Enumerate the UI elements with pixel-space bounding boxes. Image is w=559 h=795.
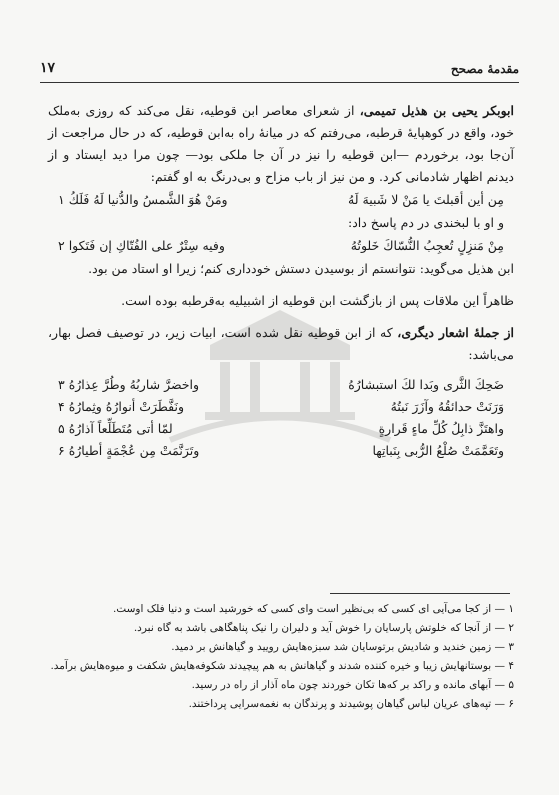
paragraph-1-lead: ابوبکر یحیی بن هذیل تمیمی، xyxy=(359,103,514,118)
page-number: ۱۷ xyxy=(40,60,56,76)
verse-2 xyxy=(48,234,514,258)
footnote: ۱ — از کجا می‌آیی ای کسی که بی‌نظیر است وای کسی که خورشید است و دنیا فلک اوست. xyxy=(112,603,514,615)
verse-2-hemistich-left: وفيه سِتْرٌ على الفُتّاكِ إن فَتَكوا ۲ xyxy=(58,238,225,253)
page-header xyxy=(40,62,519,83)
poem-hemistich-right: ضَحِكَ الثَّرى وبَدا لكَ استبشارُهُ xyxy=(348,377,504,392)
paragraph-4-lead: از جملهٔ اشعار دیگری، xyxy=(397,325,514,340)
paragraph-4-rest: که از ابن قوطیه نقل شده است، ابیات زیر، در توصیف فصل بهار، می‌باشد: xyxy=(48,325,514,362)
poem-hemistich-left: وتَرَنَّمَتْ مِن عُجْمَةٍ أطيارُهُ ۶ xyxy=(58,443,200,458)
footnote: ۳ — زمین خندید و شادیش برتوسایان شد سبزه‌هایش رویید و گیاهانش بر دمید. xyxy=(171,641,514,653)
verse-intro: و او با لبخندی در دم پاسخ داد: xyxy=(348,215,504,230)
paragraph-1-rest: از شعرای معاصر ابن قوطیه، نقل می‌کند که روزی به‌ملک خود، واقع در کوهپایهٔ قرطبه، می‌رفتم که در میانهٔ راه به‌ابن قوطیه، که در حال مراجعت از آن‌جا بود، برخوردم —ابن قوطیه را نیز در آن جا ملکی بود— چون مرا دید ایستاد و از دیدنم اظهار شادمانی کرد. و من نیز از باب مزاح و بی‌درنگ به او گفتم: xyxy=(48,103,514,184)
paragraph-4 xyxy=(48,322,514,366)
paragraph-3: ظاهراً این ملاقات پس از بازگشت ابن قوطیه از اشبیلیه به‌قرطبه بوده است. xyxy=(121,293,514,308)
verse-1-hemistich-left: ومَنْ هُوَ الشَّمسُ والدُّنيا لَهُ فَلَكُ ۱ xyxy=(58,192,228,207)
footnotes xyxy=(48,600,514,714)
verse-1-hemistich-right: مِن أين أقبلتَ يا مَنْ لا شَبيهَ لَهُ xyxy=(348,192,504,207)
footnote: ۴ — بوستانهایش زیبا و خیره کننده شدند و گیاهانش به هم پیچیدند شکوفه‌هایش شکفت و میوه‌هایش برآمد. xyxy=(50,660,514,672)
poem-hemistich-right: وَرَنَتْ حدائقُهُ وآزَرَ نَبتُهُ xyxy=(390,399,504,414)
footnote-divider xyxy=(330,593,510,594)
verse-1 xyxy=(48,188,514,212)
poem-hemistich-left: لمّا أتى مُتَطَلِّعاً آذارُهُ ۵ xyxy=(58,421,173,436)
main-text xyxy=(48,100,514,462)
poem-hemistich-left: واخضرَّ شاربُهُ وطُرَّ عِذارُهُ ۳ xyxy=(58,377,200,392)
spring-poem xyxy=(48,374,514,462)
footnote: ۲ — از آنجا که خلوتش پارسایان را خوش آید و دلیران را نیک پناهگاهی باشد به گاه نبرد. xyxy=(133,622,514,634)
verse-2-hemistich-right: مِنْ مَنزِلٍ تُعجِبُ النُّسّاكَ خَلوتُهُ xyxy=(350,238,504,253)
poem-verse xyxy=(48,440,514,462)
poem-hemistich-right: واهتَزَّ ذابِلُ كُلِّ ماءٍ قَرارةٍ xyxy=(378,421,504,436)
poem-verse xyxy=(48,374,514,396)
paragraph-1 xyxy=(48,100,514,188)
paragraph-2: ابن هذیل می‌گوید: نتوانستم از بوسیدن دستش خودداری کنم؛ زیرا او استاد من بود. xyxy=(88,261,514,276)
poem-hemistich-right: وتَعَمَّمَتْ صُلْعُ الرُّبى بِنَباتِها xyxy=(372,443,504,458)
poem-verse xyxy=(48,418,514,440)
footnote: ۵ — آبهای مانده و راکد بر که‌ها تکان خوردند چون ماه آذار از راه در رسید. xyxy=(191,679,514,691)
poem-hemistich-left: ونَفَّطَرَتْ أنوارُهُ وثِمارُهُ ۴ xyxy=(58,399,184,414)
footnote: ۶ — تپه‌های عریان لباس گیاهان پوشیدند و پرندگان به نغمه‌سرایی پرداختند. xyxy=(188,698,514,710)
running-title: مقدمهٔ مصحح xyxy=(450,62,519,76)
poem-verse xyxy=(48,396,514,418)
